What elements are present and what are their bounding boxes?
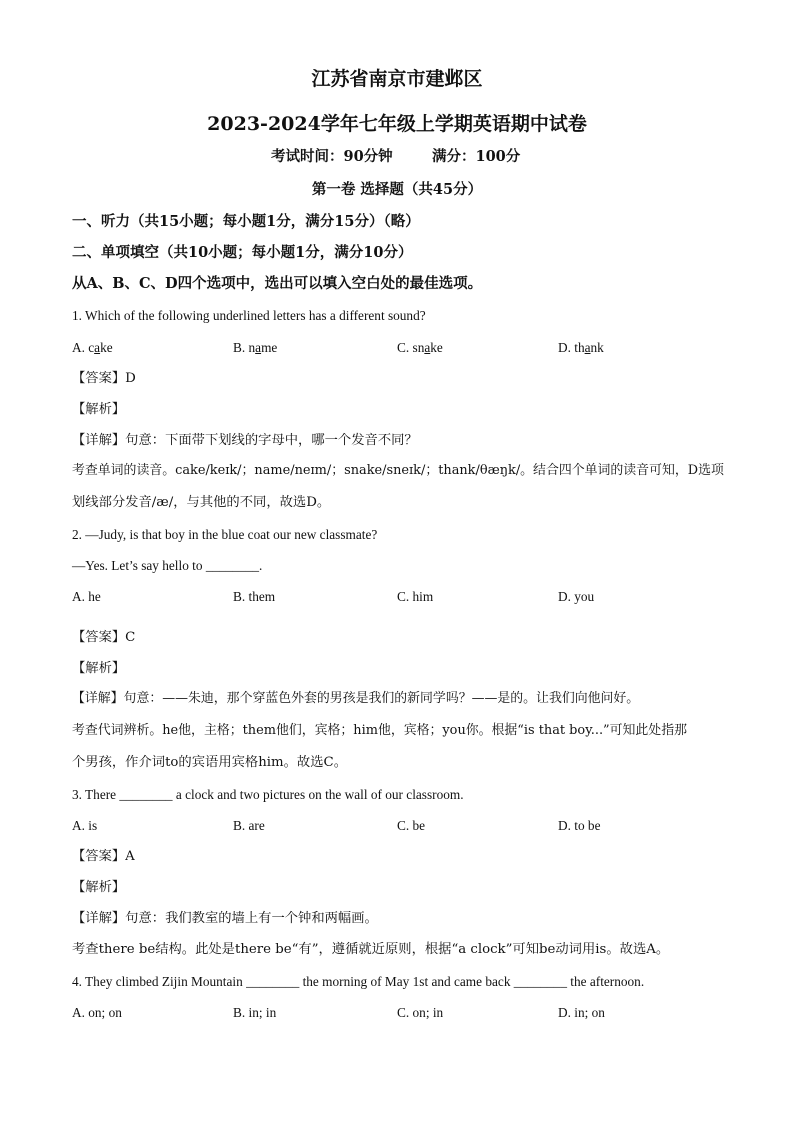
question-3-answer: 【答案】A (72, 849, 135, 864)
question-2-option-d: D. you (558, 589, 595, 604)
question-4-option-a: A. on; on (72, 1005, 122, 1020)
question-2-explanation-line1: 考查代词辨析。he他，主格；them他们，宾格；him他，宾格；you你。根据“is that boy...”可知此处指那 (72, 723, 687, 738)
question-1-explanation-line2: 划线部分发音/æ/，与其他的不同，故选D。 (72, 495, 331, 510)
exam-score: 满分：100分 (432, 148, 521, 165)
question-1-option-c: C. snake (397, 340, 443, 355)
question-2-detail: 【详解】句意：——朱迪，那个穿蓝色外套的男孩是我们的新同学吗？——是的。让我们向他问好。 (72, 691, 640, 706)
question-3-option-a: A. is (72, 818, 98, 833)
part-title: 第一卷 选择题（共45分） (311, 181, 483, 198)
exam-title-region: 江苏省南京市建邺区 (311, 68, 483, 90)
question-2-option-b: B. them (233, 589, 276, 604)
section-listening: 一、听力（共15小题；每小题1分，满分15分）（略） (72, 213, 420, 230)
question-3-option-b: B. are (233, 818, 265, 833)
question-3-explanation: 考查there be结构。此处是there be“有”，遵循就近原则，根据“a clock”可知be动词用is。故选A。 (72, 942, 670, 957)
question-4-option-c: C. on; in (397, 1005, 444, 1020)
question-1-option-b: B. name (233, 340, 278, 355)
section-instruction: 从A、B、C、D四个选项中，选出可以填入空白处的最佳选项。 (72, 275, 483, 292)
section-single-choice: 二、单项填空（共10小题；每小题1分，满分10分） (72, 244, 413, 261)
exam-title-main: 2023-2024学年七年级上学期英语期中试卷 (207, 113, 587, 135)
exam-time: 考试时间：90分钟 (271, 148, 393, 165)
question-4-stem: 4. They climbed Zijin Mountain ________ the morning of May 1st and came back ________ the afternoon. (72, 974, 645, 989)
question-3-option-c: C. be (397, 818, 426, 833)
question-1-answer: 【答案】D (72, 371, 136, 386)
question-2-stem-line2: —Yes. Let’s say hello to ________. (72, 558, 263, 573)
question-3-detail: 【详解】句意：我们教室的墙上有一个钟和两幅画。 (72, 911, 378, 926)
question-4-option-d: D. in; on (558, 1005, 605, 1020)
question-2-answer: 【答案】C (72, 630, 136, 645)
question-1-option-d: D. thank (558, 340, 604, 355)
question-2-stem-line1: 2. —Judy, is that boy in the blue coat our new classmate? (72, 527, 378, 542)
question-3-option-d: D. to be (558, 818, 601, 833)
question-2-explanation-line2: 个男孩，作介词to的宾语用宾格him。故选C。 (72, 755, 347, 770)
question-1-detail: 【详解】句意：下面带下划线的字母中，哪一个发音不同？ (72, 433, 418, 448)
question-1-explanation-line1: 考查单词的读音。cake/keɪk/；name/neɪm/；snake/sneɪk/；thank/θæŋk/。结合四个单词的读音可知，D选项 (72, 463, 724, 478)
question-4-option-b: B. in; in (233, 1005, 277, 1020)
question-3-analysis: 【解析】 (72, 880, 126, 895)
question-3-stem: 3. There ________ a clock and two pictures on the wall of our classroom. (72, 787, 464, 802)
question-2-analysis: 【解析】 (72, 661, 126, 676)
question-1-stem: 1. Which of the following underlined letters has a different sound? (72, 308, 426, 323)
question-1-analysis: 【解析】 (72, 402, 126, 417)
question-2-option-a: A. he (72, 589, 101, 604)
question-1-option-a: A. cake (72, 340, 113, 355)
question-2-option-c: C. him (397, 589, 434, 604)
